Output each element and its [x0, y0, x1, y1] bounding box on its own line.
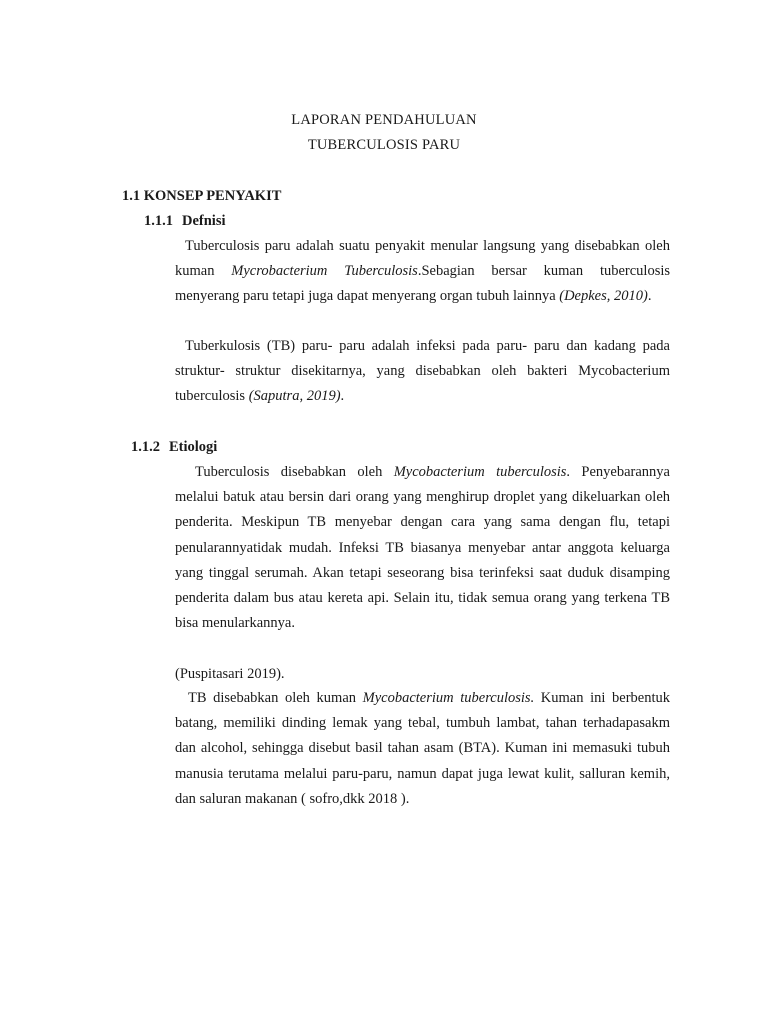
text-run: .Sebagian bersar kuman tuberculosis menyerang paru tetapi juga dapat menyerang organ tubuh lainnya — [175, 263, 671, 305]
italic-term: Mycobacterium tuberculosis. — [362, 690, 535, 706]
text-run: Tuberculosis paru adalah suatu penyakit menular langsung yang disebabkan oleh kuman — [175, 238, 670, 280]
italic-citation: (Depkes, 2010) — [559, 288, 648, 305]
text-run: Tuberkulosis (TB) paru- paru adalah infeksi pada paru- paru dan kadang pada struktur- struktur disekitarnya, yang disebabkan oleh bakteri Mycobacterium tuberculosis — [175, 338, 670, 405]
text-run: . Penyebarannya melalui batuk atau bersin dari orang yang menghirup droplet yang dikeluarkan oleh penderita. Meskipun TB menyebar dengan cara yang sama dengan flu, tetapi penularannyatidak mudah. Infeksi TB biasanya menyebar antar anggota keluarga yang tinggal serumah. Akan tetapi seseorang bisa terinfeksi saat duduk disamping penderita dalam bus atau kereta api. Selain itu, tidak semua orang yang terkena TB bisa menularkannya. — [175, 464, 670, 632]
italic-term: Mycrobacterium Tuberculosis — [231, 263, 418, 280]
text-run: Kuman ini berbentuk batang, memiliki dinding lemak yang tebal, tumbuh lambat, tahan terhadapasakm dan alcohol, sehingga disebut basil tahan asam (BTA). Kuman ini memasuki tubuh manusia terutama melalui paru-paru, namun dapat juga lewat kulit, salluran kemih, dan saluran makanan ( sofro,dkk 2018 ). — [175, 690, 670, 807]
text-run: Tuberculosis disebabkan oleh — [195, 464, 394, 480]
definisi-paragraph-2 — [175, 334, 670, 410]
italic-term: Mycobacterium tuberculosis — [393, 464, 567, 480]
subsection-heading-etiologi — [131, 439, 217, 456]
subsection-title: Etiologi — [169, 439, 218, 455]
section-heading: 1.1 KONSEP PENYAKIT — [122, 188, 282, 204]
text-run: . — [647, 288, 652, 305]
subsection-number: 1.1.2 — [131, 439, 160, 455]
document-subtitle: TUBERCULOSIS PARU — [307, 137, 461, 153]
definisi-paragraph-1 — [175, 234, 670, 310]
document-title: LAPORAN PENDAHULUAN — [291, 112, 477, 128]
etiologi-paragraph-1 — [175, 460, 670, 636]
etiologi-paragraph-2 — [175, 686, 670, 812]
subsection-heading-definisi — [144, 213, 226, 230]
subsection-title: Defnisi — [182, 213, 226, 229]
subsection-number: 1.1.1 — [144, 213, 173, 229]
etiologi-citation: (Puspitasari 2019). — [175, 666, 285, 682]
italic-citation: (Saputra, 2019) — [248, 388, 341, 405]
text-run: . — [340, 388, 345, 405]
text-run: TB disebabkan oleh kuman — [188, 690, 363, 706]
